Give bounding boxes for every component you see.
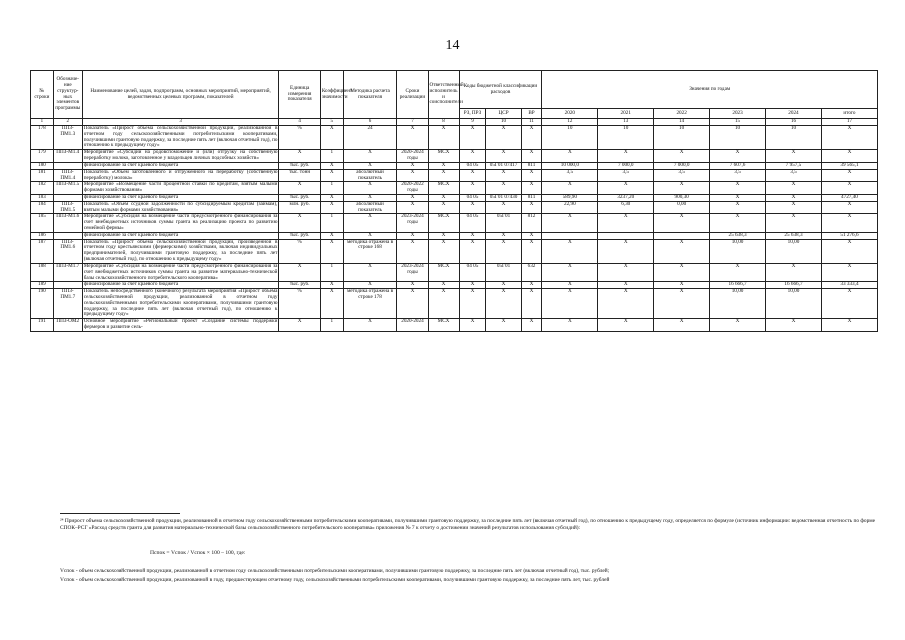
- row-value-2020: 3,5: [542, 169, 598, 182]
- table-row: [31, 289, 878, 319]
- col-number: 11: [521, 119, 542, 126]
- row-value-2021: X: [598, 239, 654, 263]
- row-total: X: [821, 169, 877, 182]
- row-value-2021: X: [598, 289, 654, 319]
- row-unit: X: [279, 319, 320, 332]
- header-designation: Обозначе-ние структур-ных элементов программы: [53, 71, 82, 119]
- row-unit: X: [279, 150, 320, 163]
- col-number: 6: [343, 119, 397, 126]
- row-total: X: [821, 239, 877, 263]
- row-unit: X: [279, 182, 320, 195]
- col-number: 13: [598, 119, 654, 126]
- row-terms: X: [397, 232, 428, 239]
- header-values-by-year: Значения по годам: [542, 71, 878, 109]
- col-number: 8: [428, 119, 459, 126]
- row-vr: X: [521, 289, 542, 319]
- row-value-2020: 10 000,0: [542, 162, 598, 169]
- row-coef: X: [320, 289, 343, 319]
- row-value-2022: X: [654, 263, 710, 281]
- header-coef: Коэффициент значимости: [320, 71, 343, 119]
- row-method: методика отражена в строке 178: [343, 289, 397, 319]
- row-vr: X: [521, 201, 542, 214]
- row-vr: X: [521, 182, 542, 195]
- row-csr: 05Г01: [486, 214, 521, 232]
- row-csr: X: [486, 239, 521, 263]
- row-value-2024: X: [766, 263, 822, 281]
- row-number: 188: [31, 263, 54, 281]
- row-designation: ППЗ-ПМ1.3: [53, 126, 82, 150]
- row-value-2023: X: [710, 150, 766, 163]
- row-designation: ППЗ-ПМ1.5: [53, 201, 82, 214]
- row-designation: ППЗ-ОМ2: [53, 319, 82, 332]
- row-csr: 05Г01: [486, 263, 521, 281]
- row-number: 190: [31, 289, 54, 319]
- row-value-2023: 16 666,7: [710, 282, 766, 289]
- col-number: 16: [766, 119, 822, 126]
- row-executor: X: [428, 169, 459, 182]
- row-vr: 811: [521, 194, 542, 201]
- header-name: Наименование целей, задач, подпрограмм, основных мероприятий, мероприятий, ведомственных целевых программ, показателей: [82, 71, 279, 119]
- row-coef: 1: [320, 214, 343, 232]
- row-designation: ППЗ-М1.7: [53, 263, 82, 281]
- row-value-2024: X: [766, 201, 822, 214]
- row-rz-prz: X: [459, 169, 486, 182]
- col-number: 17: [821, 119, 877, 126]
- row-csr: X: [486, 182, 521, 195]
- row-value-2022: 0,00: [654, 201, 710, 214]
- row-executor: МСХ: [428, 182, 459, 195]
- row-total: X: [821, 126, 877, 150]
- row-coef: X: [320, 162, 343, 169]
- row-vr: 811: [521, 162, 542, 169]
- col-number: 2: [53, 119, 82, 126]
- row-rz-prz: X: [459, 282, 486, 289]
- row-unit: X: [279, 263, 320, 281]
- row-value-2023: 10,00: [710, 289, 766, 319]
- row-value-2024: X: [766, 214, 822, 232]
- row-value-2023: 3,5: [710, 169, 766, 182]
- row-value-2022: 3,5: [654, 169, 710, 182]
- row-value-2020: X: [542, 319, 598, 332]
- row-rz-prz: 04 05: [459, 214, 486, 232]
- table-row: [31, 126, 878, 150]
- row-value-2022: X: [654, 282, 710, 289]
- row-unit: тыс. тонн: [279, 169, 320, 182]
- row-value-2022: X: [654, 239, 710, 263]
- row-unit: тыс. руб.: [279, 162, 320, 169]
- col-number: 10: [486, 119, 521, 126]
- header-csr: ЦСР: [486, 109, 521, 119]
- row-name: Мероприятие «Субсидия на возмещение части предусмотренного финансирования за счет внебюджетных источников суммы гранта на реализацию проекта по развитию семейной фермы»: [83, 213, 278, 231]
- row-method: X: [343, 194, 397, 201]
- row-number: 184: [31, 201, 54, 214]
- row-number: 191: [31, 319, 54, 332]
- table-row: [31, 214, 878, 232]
- indicators-table: [30, 70, 878, 332]
- row-executor: МСХ: [428, 150, 459, 163]
- row-method: абсолютный показатель: [343, 201, 397, 214]
- row-name: финансирование за счет краевого бюджета: [82, 162, 279, 169]
- row-value-2024: X: [766, 319, 822, 332]
- row-vr: 812: [521, 214, 542, 232]
- row-value-2020: 589,90: [542, 194, 598, 201]
- row-total: X: [821, 263, 877, 281]
- row-vr: 632: [521, 263, 542, 281]
- row-value-2020: X: [542, 182, 598, 195]
- row-value-2024: 10: [766, 126, 822, 150]
- row-total: X: [821, 214, 877, 232]
- footnote-formula: Пспок = Vспок / Vспок × 100 – 100, где:: [150, 550, 246, 556]
- row-value-2024: 7 957,5: [766, 162, 822, 169]
- row-vr: X: [521, 126, 542, 150]
- row-value-2022: X: [654, 150, 710, 163]
- row-rz-prz: 04 05: [459, 263, 486, 281]
- row-value-2020: X: [542, 289, 598, 319]
- row-coef: 1: [320, 263, 343, 281]
- row-total: 39 565,1: [821, 162, 877, 169]
- row-csr: 05Г01 07430: [486, 194, 521, 201]
- row-number: 179: [31, 150, 54, 163]
- row-designation: ППЗ-М1.5: [53, 182, 82, 195]
- row-unit: тыс. руб.: [279, 194, 320, 201]
- row-csr: 05Г01 07417: [486, 162, 521, 169]
- footnote-definition-current: Vспок - объем сельскохозяйственной продукции, реализованной в отчетном году сельскохозяйственными потребительскими кооперативами, получившими грантовую поддержку, за последние пять лет (включая отчетный год), тыс. рублей;: [60, 568, 610, 574]
- footnote-definition-previous: Vспок - объем сельскохозяйственной продукции, реализованной в году, предшествующем отчетному году, сельскохозяйственными потребительскими кооперативами, получившими грантовую поддержку, за последние пять лет, тыс. рублей: [60, 577, 610, 583]
- row-rz-prz: X: [459, 232, 486, 239]
- table-row: [31, 182, 878, 195]
- row-value-2021: 6,30: [598, 201, 654, 214]
- col-number: 7: [397, 119, 428, 126]
- row-value-2023: X: [710, 319, 766, 332]
- row-method: X: [343, 162, 397, 169]
- row-value-2021: X: [598, 282, 654, 289]
- row-rz-prz: 04 05: [459, 194, 486, 201]
- row-coef: X: [320, 194, 343, 201]
- row-value-2024: 10,00: [766, 239, 822, 263]
- row-rz-prz: X: [459, 126, 486, 150]
- row-csr: X: [486, 232, 521, 239]
- row-terms: X: [397, 194, 428, 201]
- row-value-2020: X: [542, 239, 598, 263]
- table-row: [31, 263, 878, 281]
- header-total: итого: [821, 109, 877, 119]
- row-vr: X: [521, 282, 542, 289]
- page-number: 14: [445, 38, 460, 53]
- row-executor: МСХ: [428, 319, 459, 332]
- row-number: 183: [31, 194, 54, 201]
- header-2023: 2023: [710, 109, 766, 119]
- row-number: 185: [31, 214, 54, 232]
- row-number: 187: [31, 239, 54, 263]
- row-value-2024: 10,00: [766, 289, 822, 319]
- table-row: [31, 201, 878, 214]
- header-rz-prz: РЗ, ПРЗ: [459, 109, 486, 119]
- row-csr: X: [486, 150, 521, 163]
- row-value-2021: X: [598, 182, 654, 195]
- row-number: 181: [31, 169, 54, 182]
- col-number: 1: [31, 119, 54, 126]
- col-number: 9: [459, 119, 486, 126]
- row-total: X: [821, 182, 877, 195]
- row-value-2023: X: [710, 194, 766, 201]
- row-designation: ППЗ-ПМ1.7: [53, 289, 82, 319]
- row-coef: X: [320, 126, 343, 150]
- row-csr: X: [486, 201, 521, 214]
- row-coef: 1: [320, 182, 343, 195]
- row-coef: X: [320, 239, 343, 263]
- footnote-24: ²⁴ Прирост объема сельскохозяйственной продукции, реализованной в отчетном году сельскохозяйственными потребительскими кооперативами, получившими грантовую поддержку, за последние пять лет (включая отчетный год), по отношению к предыдущему году, определяется по формуле (источник информации: ведомственная отчетность по форме СПОК–РСГ «Расход средств гранта для развития материально-технической базы сельскохозяйственного потребительского кооператива» приложения № 7 к отчету о достижении значений результатов использования субсидий):: [60, 518, 875, 532]
- row-executor: X: [428, 239, 459, 263]
- row-value-2021: X: [598, 319, 654, 332]
- row-unit: тыс. руб.: [279, 282, 320, 289]
- row-value-2022: X: [654, 319, 710, 332]
- row-value-2023: 10: [710, 126, 766, 150]
- row-coef: X: [320, 201, 343, 214]
- row-method: X: [343, 263, 397, 281]
- row-terms: X: [397, 289, 428, 319]
- header-executor: Ответственный исполнитель и соисполнители: [428, 71, 459, 119]
- row-rz-prz: X: [459, 201, 486, 214]
- col-number: 3: [82, 119, 279, 126]
- row-method: 24: [343, 126, 397, 150]
- row-designation: ППЗ-М1.6: [53, 214, 82, 232]
- row-value-2020: X: [542, 282, 598, 289]
- row-designation: ППЗ-ПМ1.6: [53, 239, 82, 263]
- row-total: X: [821, 319, 877, 332]
- col-number: 12: [542, 119, 598, 126]
- row-rz-prz: X: [459, 239, 486, 263]
- row-rz-prz: X: [459, 289, 486, 319]
- row-unit: %: [279, 289, 320, 319]
- col-number: 14: [654, 119, 710, 126]
- row-name: Основное мероприятие «Региональный проект «Создание системы поддержки фермеров и развитие сель-: [83, 318, 278, 330]
- row-value-2022: 900,30: [654, 194, 710, 201]
- row-csr: X: [486, 282, 521, 289]
- row-total: X: [821, 201, 877, 214]
- row-value-2020: X: [542, 214, 598, 232]
- row-executor: X: [428, 126, 459, 150]
- row-value-2024: 25 638,3: [766, 232, 822, 239]
- row-number: 186: [31, 232, 54, 239]
- row-coef: X: [320, 169, 343, 182]
- row-value-2024: X: [766, 194, 822, 201]
- row-terms: X: [397, 201, 428, 214]
- row-coef: X: [320, 232, 343, 239]
- row-name: финансирование за счет краевого бюджета: [82, 232, 279, 239]
- row-coef: 1: [320, 150, 343, 163]
- row-unit: %: [279, 126, 320, 150]
- row-unit: тыс. руб.: [279, 232, 320, 239]
- row-value-2020: X: [542, 150, 598, 163]
- col-number: 5: [320, 119, 343, 126]
- header-2020: 2020: [542, 109, 598, 119]
- row-csr: X: [486, 126, 521, 150]
- row-value-2024: X: [766, 182, 822, 195]
- row-designation: ППЗ-ПМ1.4: [53, 169, 82, 182]
- row-executor: МСХ: [428, 263, 459, 281]
- table-body: [31, 126, 878, 332]
- table-row: [31, 319, 878, 332]
- row-value-2021: X: [598, 214, 654, 232]
- row-unit: %: [279, 239, 320, 263]
- row-value-2021: X: [598, 263, 654, 281]
- row-value-2024: 3,5: [766, 169, 822, 182]
- row-value-2023: 7 607,6: [710, 162, 766, 169]
- row-number: 178: [31, 126, 54, 150]
- row-executor: X: [428, 232, 459, 239]
- row-coef: X: [320, 282, 343, 289]
- row-method: X: [343, 282, 397, 289]
- row-executor: X: [428, 162, 459, 169]
- col-number: 15: [710, 119, 766, 126]
- row-value-2022: X: [654, 182, 710, 195]
- row-number: 180: [31, 162, 54, 169]
- row-value-2020: 22,90: [542, 201, 598, 214]
- row-method: X: [343, 214, 397, 232]
- row-name: Показатель непосредственного (конечного) результата мероприятия «Прирост объема сельскохозяйственной продукции, реализованной в отчетном году сельскохозяйственными потребительскими кооперативами, получившими грантовую поддержку, за последние пять лет (включая отчетный год), по отношению к предыдущему году»: [83, 288, 278, 318]
- row-method: X: [343, 150, 397, 163]
- row-executor: X: [428, 289, 459, 319]
- row-method: абсолютный показатель: [343, 169, 397, 182]
- row-rz-prz: 04 05: [459, 162, 486, 169]
- row-terms: 2020-2024 годы: [397, 150, 428, 163]
- row-value-2023: 10,00: [710, 239, 766, 263]
- row-value-2020: X: [542, 263, 598, 281]
- header-method: Методика расчета показателя: [343, 71, 397, 119]
- row-rz-prz: X: [459, 182, 486, 195]
- row-executor: X: [428, 201, 459, 214]
- row-value-2021: X: [598, 150, 654, 163]
- row-rz-prz: X: [459, 319, 486, 332]
- row-vr: X: [521, 319, 542, 332]
- row-value-2022: X: [654, 289, 710, 319]
- row-terms: X: [397, 239, 428, 263]
- row-number: 189: [31, 282, 54, 289]
- row-terms: 2020-2022 годы: [397, 182, 428, 195]
- header-vr: ВР: [521, 109, 542, 119]
- row-value-2021: 3,5: [598, 169, 654, 182]
- row-method: методика отражена в строке 168: [343, 239, 397, 263]
- table-row: [31, 150, 878, 163]
- row-value-2020: 10: [542, 126, 598, 150]
- row-value-2023: X: [710, 201, 766, 214]
- row-unit: млн. руб.: [279, 201, 320, 214]
- row-value-2023: 25 638,3: [710, 232, 766, 239]
- row-value-2021: 7 000,0: [598, 162, 654, 169]
- row-csr: X: [486, 319, 521, 332]
- row-method: X: [343, 319, 397, 332]
- header-unit: Единица измерения показателя: [279, 71, 320, 119]
- row-name: Показатель «Объем ссудной задолженности по субсидируемым кредитам (займам), взятым малыми формами хозяйствования»: [83, 200, 278, 213]
- row-executor: X: [428, 282, 459, 289]
- row-name: Мероприятие «Возмещение части процентной ставки по кредитам, взятым малыми формами хозяйствования»: [83, 181, 278, 194]
- row-coef: 1: [320, 319, 343, 332]
- row-total: X: [821, 150, 877, 163]
- row-vr: X: [521, 150, 542, 163]
- row-number: 182: [31, 182, 54, 195]
- row-executor: X: [428, 194, 459, 201]
- row-value-2022: 7 000,0: [654, 162, 710, 169]
- row-terms: X: [397, 169, 428, 182]
- row-rz-prz: X: [459, 150, 486, 163]
- row-name: Показатель «Прирост объема сельскохозяйственной продукции, реализованной в отчетном году сельскохозяйственными потребительскими кооперативами, получившими грантовую поддержку, за последние пять лет (включая отчетный год), по отношению к предыдущему году»: [83, 125, 278, 149]
- header-2024: 2024: [766, 109, 822, 119]
- row-method: X: [343, 182, 397, 195]
- header-budget-codes: Коды бюджетной классификации расходов: [459, 71, 542, 109]
- row-name: Мероприятие «Субсидии на родовспоможение и (или) отгрузку на собственную переработку молоко, заготовленное у владельцев личных подсобных хозяйств»: [83, 149, 278, 162]
- row-vr: X: [521, 169, 542, 182]
- row-terms: 2023-2024 годы: [397, 263, 428, 281]
- row-value-2021: 10: [598, 126, 654, 150]
- row-name: финансирование за счет краевого бюджета: [82, 282, 279, 289]
- header-2022: 2022: [654, 109, 710, 119]
- row-value-2024: X: [766, 150, 822, 163]
- row-vr: X: [521, 239, 542, 263]
- row-name: Показатель «Объем заготовленного и отгруженного на переработку (собственную переработку) молока»: [83, 168, 278, 181]
- row-total: 4727,40: [821, 194, 877, 201]
- col-number: 4: [279, 119, 320, 126]
- header-2021: 2021: [598, 109, 654, 119]
- row-name: Мероприятие «Субсидия на возмещение части предусмотренного финансирования за счет внебюджетных источников суммы гранта на развитие материально-технической базы сельскохозяйственного потребительского кооператива»: [83, 262, 278, 281]
- header-terms: Сроки реализации: [397, 71, 428, 119]
- row-value-2021: 3237,20: [598, 194, 654, 201]
- row-terms: 2023-2024 годы: [397, 214, 428, 232]
- row-csr: X: [486, 169, 521, 182]
- row-unit: X: [279, 214, 320, 232]
- row-value-2024: 16 666,7: [766, 282, 822, 289]
- row-terms: X: [397, 162, 428, 169]
- row-executor: МСХ: [428, 214, 459, 232]
- row-value-2023: X: [710, 182, 766, 195]
- row-name: финансирование за счет краевого бюджета: [82, 194, 279, 201]
- header-row-no: № строки: [31, 71, 54, 119]
- row-total: 33 333,4: [821, 282, 877, 289]
- row-terms: X: [397, 282, 428, 289]
- row-value-2022: 10: [654, 126, 710, 150]
- row-terms: X: [397, 126, 428, 150]
- row-csr: X: [486, 289, 521, 319]
- row-vr: X: [521, 232, 542, 239]
- row-terms: 2020-2024: [397, 319, 428, 332]
- footnote-divider: [60, 513, 180, 514]
- table-row: [31, 239, 878, 263]
- row-total: 51 276,6: [821, 232, 877, 239]
- row-value-2022: X: [654, 214, 710, 232]
- row-name: Показатель «Прирост объема сельскохозяйственной продукции, произведенной в отчетном году крестьянскими (фермерскими) хозяйствами, включая индивидуальных предпринимателей, получившими грантовую поддержку, за последние пять лет (включая отчетный год), по отношению к предыдущему году»: [83, 238, 278, 263]
- table-row: [31, 169, 878, 182]
- row-value-2023: X: [710, 263, 766, 281]
- row-method: X: [343, 232, 397, 239]
- row-designation: ППЗ-М1.4: [53, 150, 82, 163]
- row-value-2023: X: [710, 214, 766, 232]
- row-total: X: [821, 289, 877, 319]
